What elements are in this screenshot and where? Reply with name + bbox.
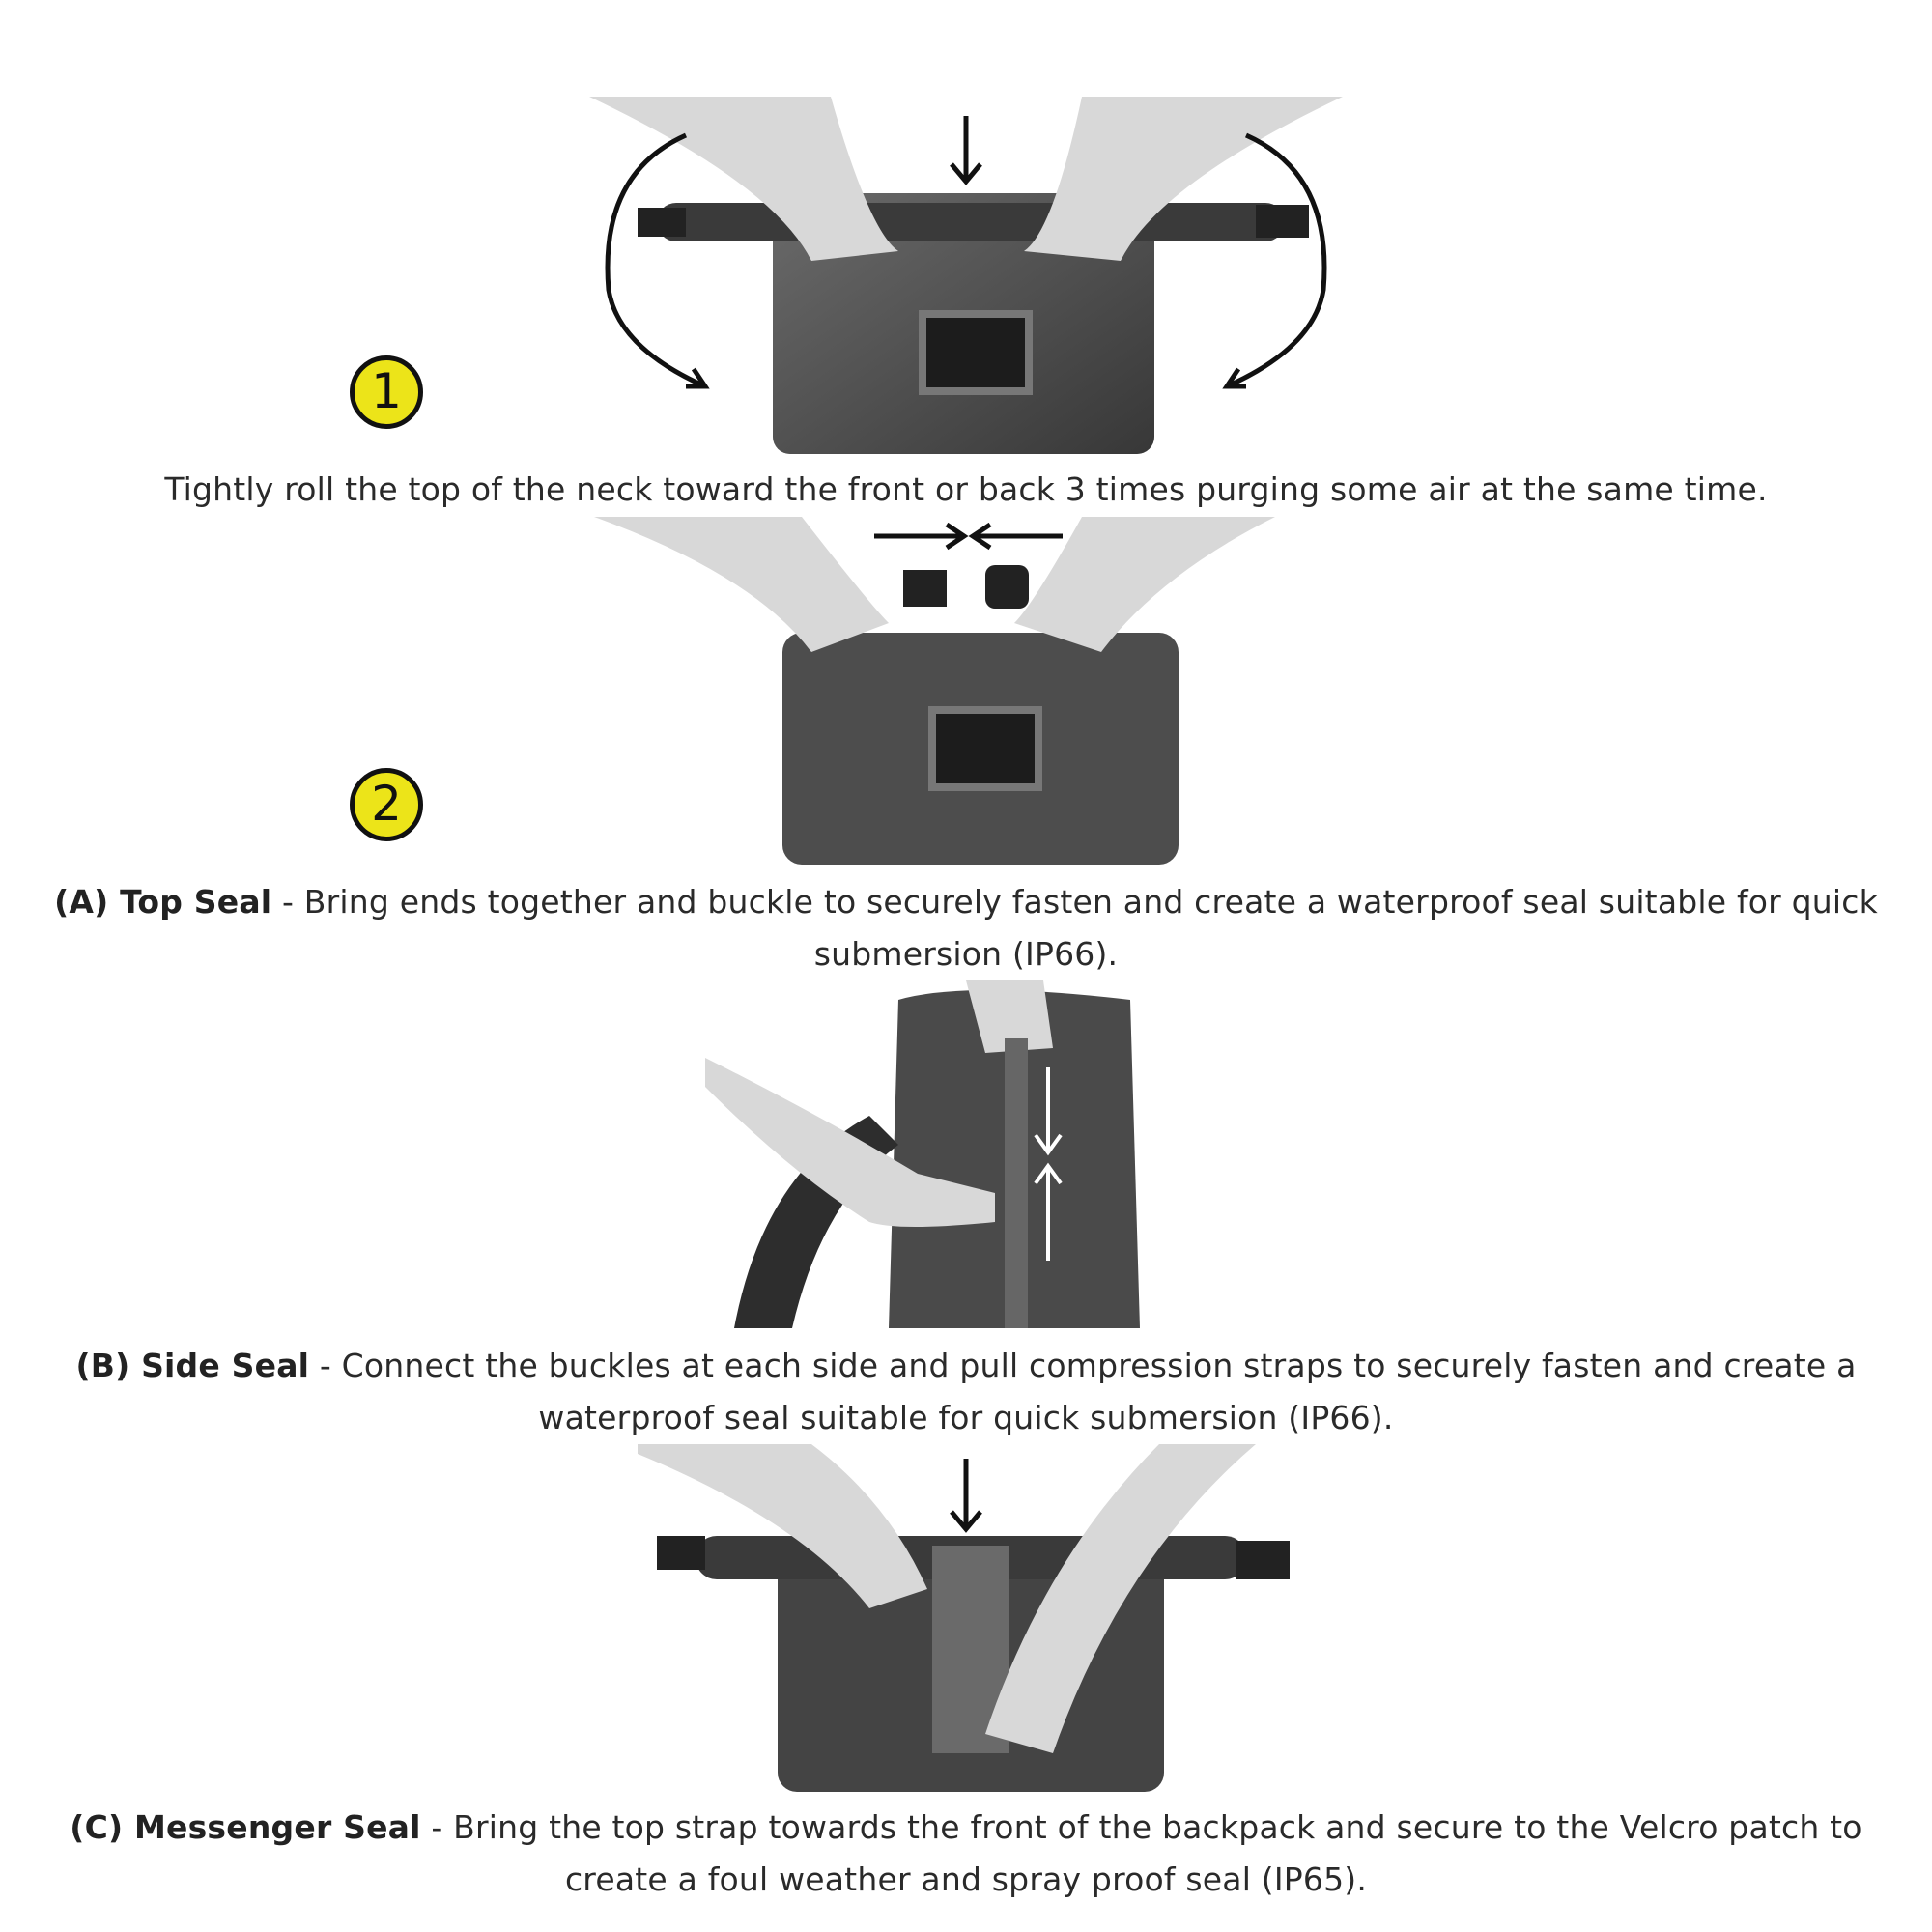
side-seal-illustration: [705, 980, 1150, 1328]
top-seal-text: - Bring ends together and buckle to securely fasten and create a waterproof seal suitable for quick submersion (IP66).: [271, 883, 1878, 973]
step-1-caption: Tightly roll the top of the neck toward the front or back 3 times purging some air at the same time.: [164, 470, 1768, 508]
top-seal-label: (A) Top Seal: [54, 883, 272, 921]
side-seal-label: (B) Side Seal: [75, 1347, 310, 1384]
top-seal-illustration: [580, 517, 1352, 865]
side-seal-caption: [39, 1340, 1893, 1444]
messenger-seal-label: (C) Messenger Seal: [70, 1808, 421, 1846]
step-badge-1: 1: [350, 355, 423, 429]
messenger-seal-illustration: [638, 1444, 1314, 1792]
top-seal-caption: [39, 876, 1893, 980]
step-badge-2: 2: [350, 768, 423, 841]
rotate-arrow-left: [608, 135, 705, 386]
messenger-seal-caption: [39, 1802, 1893, 1906]
rotate-arrow-right: [1227, 135, 1324, 386]
side-seal-text: - Connect the buckles at each side and pull compression straps to securely fasten and create a waterproof seal suitable for quick submersion (IP66).: [309, 1347, 1857, 1436]
messenger-seal-text: - Bring the top strap towards the front of the backpack and secure to the Velcro patch to create a foul weather and spray proof seal (IP65).: [420, 1808, 1862, 1898]
roll-top-illustration: [580, 97, 1352, 454]
